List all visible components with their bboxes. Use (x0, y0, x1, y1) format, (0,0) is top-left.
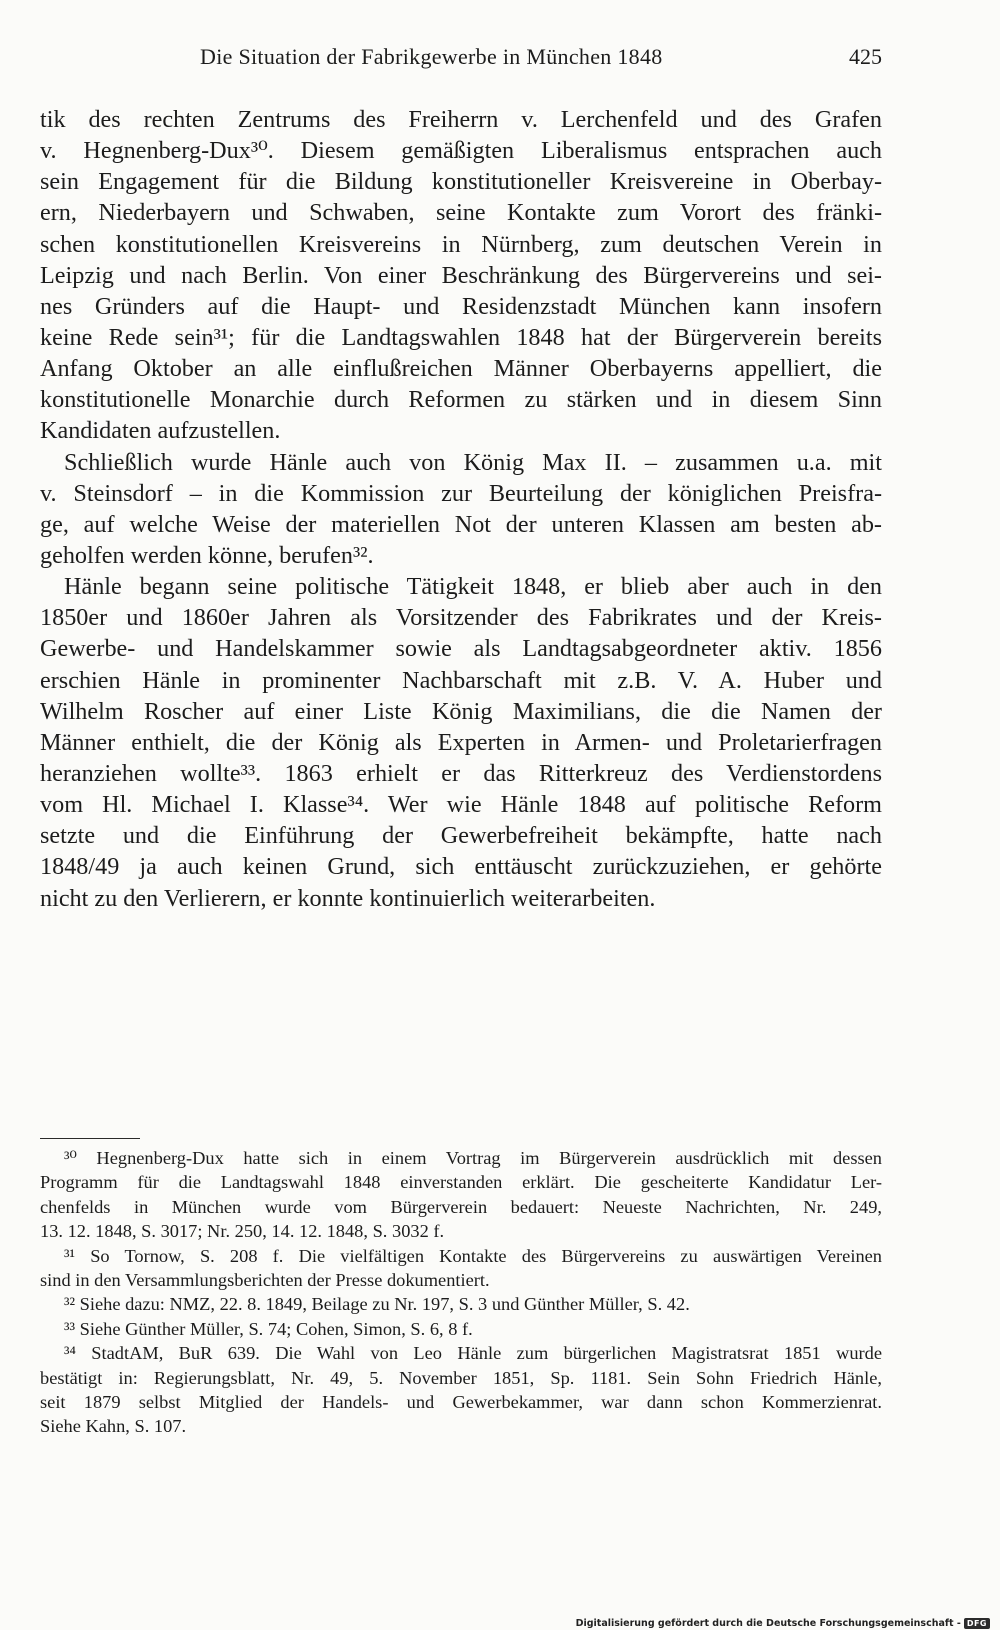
body-line: ern, Niederbayern und Schwaben, seine Kontakte zum Vorort des fränki- (40, 199, 882, 227)
footnote-line: 13. 12. 1848, S. 3017; Nr. 250, 14. 12. 1848, S. 3032 f. (40, 1221, 445, 1242)
body-line: geholfen werden könne, berufen³². (40, 541, 374, 569)
page-header (0, 44, 1000, 78)
page-number: 425 (849, 44, 882, 69)
body-line: Männer enthielt, die der König als Experten in Armen- und Proletarierfragen (40, 728, 882, 756)
footnote-line: ³¹ So Tornow, S. 208 f. Die vielfältigen Kontakte des Bürgervereins zu auswärtigen Vereinen (64, 1245, 882, 1266)
body-line: Wilhelm Roscher auf einer Liste König Maximilians, die die Namen der (40, 697, 882, 725)
body-line: ge, auf welche Weise der materiellen Not der unteren Klassen am besten ab- (40, 510, 882, 538)
footnotes (40, 1146, 882, 1439)
body-line: setzte und die Einführung der Gewerbefreiheit bekämpfte, hatte nach (40, 822, 882, 850)
footnote-rule (40, 1138, 140, 1139)
body-line: heranziehen wollte³³. 1863 erhielt er das Ritterkreuz des Verdienstordens (40, 759, 882, 787)
body-line: schen konstitutionellen Kreisvereins in Nürnberg, zum deutschen Verein in (40, 230, 882, 258)
body-line: Hänle begann seine politische Tätigkeit 1848, er blieb aber auch in den (64, 573, 882, 601)
footnote-line: seit 1879 selbst Mitglied der Handels- und Gewerbekammer, war dann schon Kommerzienrat. (40, 1391, 882, 1412)
body-line: nicht zu den Verlierern, er konnte kontinuierlich weiterarbeiten. (40, 884, 656, 912)
footnote-line: chenfelds in München wurde vom Bürgerverein bedauert: Neueste Nachrichten, Nr. 249, (40, 1196, 882, 1217)
body-line: v. Hegnenberg-Dux³⁰. Diesem gemäßigten Liberalismus entsprachen auch (40, 137, 882, 165)
body-line: 1848/49 ja auch keinen Grund, sich enttäuscht zurückzuziehen, er gehörte (40, 853, 882, 881)
footnote-line: ³³ Siehe Günther Müller, S. 74; Cohen, Simon, S. 6, 8 f. (64, 1318, 473, 1339)
body-text (40, 104, 882, 914)
dfg-logo: DFG (964, 1618, 990, 1629)
footnote-line: ³² Siehe dazu: NMZ, 22. 8. 1849, Beilage zu Nr. 197, S. 3 und Günther Müller, S. 42. (64, 1294, 690, 1315)
footer-text: Digitalisierung gefördert durch die Deutsche Forschungsgemeinschaft - (575, 1617, 961, 1629)
body-line: Gewerbe- und Handelskammer sowie als Landtagsabgeordneter aktiv. 1856 (40, 635, 882, 663)
footnote-line: bestätigt in: Regierungsblatt, Nr. 49, 5. November 1851, Sp. 1181. Sein Sohn Friedrich Hänle, (40, 1367, 882, 1388)
body-line: Leipzig und nach Berlin. Von einer Beschränkung des Bürgervereins und sei- (40, 261, 882, 289)
body-line: konstitutionelle Monarchie durch Reformen zu stärken und in diesem Sinn (40, 386, 882, 414)
body-line: Anfang Oktober an alle einflußreichen Männer Oberbayerns appelliert, die (40, 355, 882, 383)
footnote-line: Siehe Kahn, S. 107. (40, 1416, 187, 1437)
body-line: v. Steinsdorf – in die Kommission zur Beurteilung der königlichen Preisfra- (40, 479, 882, 507)
footnote-line: sind in den Versammlungsberichten der Presse dokumentiert. (40, 1269, 490, 1290)
body-line: vom Hl. Michael I. Klasse³⁴. Wer wie Hänle 1848 auf politische Reform (40, 791, 882, 819)
body-line: tik des rechten Zentrums des Freiherrn v. Lerchenfeld und des Grafen (40, 106, 882, 133)
body-line: erschien Hänle in prominenter Nachbarschaft mit z.B. V. A. Huber und (40, 666, 882, 694)
digitization-footer (576, 1616, 990, 1630)
body-line: 1850er und 1860er Jahren als Vorsitzender des Fabrikrates und der Kreis- (40, 604, 882, 632)
running-title: Die Situation der Fabrikgewerbe in München 1848 (200, 44, 663, 69)
footnote-line: ³⁰ Hegnenberg-Dux hatte sich in einem Vortrag im Bürgerverein ausdrücklich mit dessen (64, 1148, 882, 1168)
body-line: Schließlich wurde Hänle auch von König Max II. – zusammen u.a. mit (64, 448, 882, 476)
footnote-line: ³⁴ StadtAM, BuR 639. Die Wahl von Leo Hänle zum bürgerlichen Magistratsrat 1851 wurde (64, 1343, 882, 1364)
body-line: sein Engagement für die Bildung konstitutioneller Kreisvereine in Oberbay- (40, 168, 882, 196)
footnote-line: Programm für die Landtagswahl 1848 einverstanden erklärt. Die gescheiterte Kandidatur Ler- (40, 1172, 882, 1193)
body-line: Kandidaten aufzustellen. (40, 417, 281, 445)
body-line: keine Rede sein³¹; für die Landtagswahlen 1848 hat der Bürgerverein bereits (40, 323, 882, 351)
body-line: nes Gründers auf die Haupt- und Residenzstadt München kann insofern (40, 292, 882, 320)
